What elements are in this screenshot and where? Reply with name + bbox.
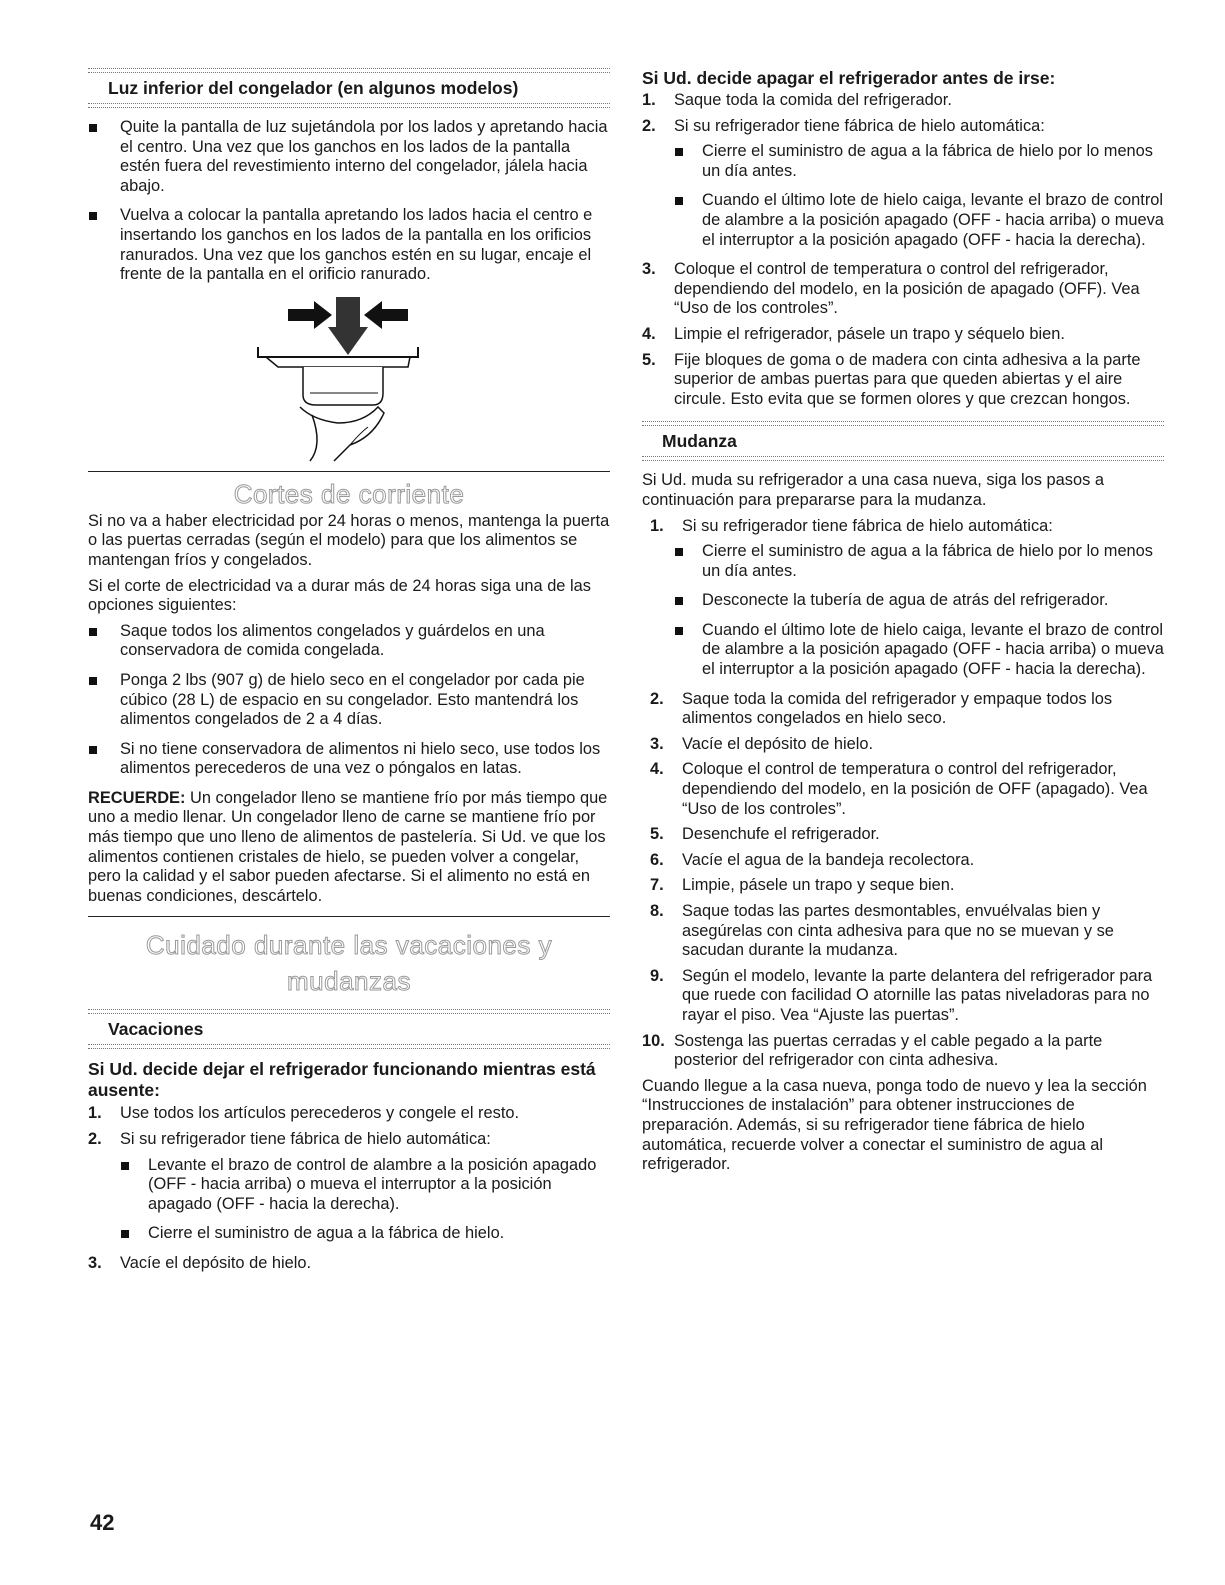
numbered-step: 6. Vacíe el agua de la bandeja recolectora. — [650, 850, 975, 869]
bullet-item: Cierre el suministro de agua a la fábrica de hielo por lo menos un día antes. — [674, 542, 1164, 581]
section-divider — [88, 471, 610, 472]
numbered-step: 1. Use todos los artículos perecederos y congele el resto. — [88, 1104, 520, 1123]
heading-funcionando: Si Ud. decide dejar el refrigerador funcionando mientras está ausente: — [88, 1059, 596, 1101]
numbered-step: 5. Desenchufe el refrigerador. — [650, 825, 880, 844]
numbered-step: 1. Si su refrigerador tiene fábrica de hielo automática: — [650, 516, 1053, 535]
numbered-step: 7. Limpie, pásele un trapo y seque bien. — [650, 876, 955, 895]
numbered-step: 2. Si su refrigerador tiene fábrica de hielo automática: — [88, 1130, 491, 1149]
recuerde-paragraph — [88, 789, 610, 907]
right-column — [642, 68, 1164, 1175]
sub-bullet-list — [88, 1156, 610, 1244]
paragraph: Si Ud. muda su refrigerador a una casa nueva, siga los pasos a continuación para prepararse para la mudanza. — [642, 471, 1104, 509]
bullet-item: Levante el brazo de control de alambre a la posición apagado (OFF - hacia arriba) o mueva el interruptor a la posición apagado (OFF - hacia la derecha). — [120, 1156, 610, 1215]
bullet-item: Desconecte la tubería de agua de atrás del refrigerador. — [674, 591, 1164, 611]
bullet-item: Si no tiene conservadora de alimentos ni hielo seco, use todos los alimentos perecederos de una vez o póngalos en latas. — [88, 740, 610, 779]
bullet-item: Quite la pantalla de luz sujetándola por los lados y apretando hacia el centro. Una vez que los ganchos en los lados de la pantalla estén fuera del revestimiento interno del congelador, jálela hacia abajo. — [88, 118, 610, 196]
bullet-item: Vuelva a colocar la pantalla apretando los lados hacia el centro e insertando los ganchos en los lados de la pantalla en los orificios ranurados. Una vez que los ganchos estén en su lugar, encaje el frente de la pantalla en el orificio ranurado. — [88, 206, 610, 284]
section-title-vacaciones: Vacaciones — [108, 1019, 204, 1040]
paragraph: Si el corte de electricidad va a durar más de 24 horas siga una de las opciones siguientes: — [88, 576, 591, 615]
paragraph: Si no va a haber electricidad por 24 horas o menos, mantenga la puerta o las puertas cerradas (según el modelo) para que los alimentos se mantengan fríos y congelados. — [88, 511, 610, 569]
numbered-step: 3. Coloque el control de temperatura o control del refrigerador, dependiendo del modelo, en la posición de apagado (OFF). Vea “Uso de los controles”. — [642, 260, 1140, 318]
recuerde-label: RECUERDE: — [88, 788, 186, 807]
bullet-item: Cierre el suministro de agua a la fábrica de hielo por lo menos un día antes. — [674, 142, 1164, 181]
arrow-left-icon — [364, 301, 408, 329]
arrow-right-icon — [288, 301, 332, 329]
numbered-step: 1. Saque toda la comida del refrigerador. — [642, 91, 952, 109]
heading-apagar: Si Ud. decide apagar el refrigerador antes de irse: — [642, 68, 1056, 88]
section-title-freezer-light: Luz inferior del congelador (en algunos modelos) — [108, 78, 519, 98]
recuerde-text: Un congelador lleno se mantiene frío por más tiempo que uno a medio llenar. Un congelador lleno de carne se mantiene frío por más tiempo que uno lleno de alimentos de pastelería. Si Ud. ve que los alimentos contienen cristales de hielo, se pueden volver a congelar, pero la calidad y el sabor pueden afectarse. Si el alimento no está en buenas condiciones, descártelo. — [88, 788, 608, 905]
numbered-step: 4. Limpie el refrigerador, pásele un trapo y séquelo bien. — [642, 324, 1065, 343]
bullet-item: Cuando el último lote de hielo caiga, levante el brazo de control de alambre a la posición apagado (OFF - hacia arriba) o mueva el interruptor a la posición apagado (OFF - hacia la derecha). — [674, 621, 1164, 680]
sub-bullet-list — [642, 542, 1164, 680]
numbered-step: 4. Coloque el control de temperatura o control del refrigerador, dependiendo del modelo, en la posición de OFF (apagado). Vea “Uso de los controles”. — [650, 760, 1148, 818]
bullet-item: Ponga 2 lbs (907 g) de hielo seco en el congelador por cada pie cúbico (28 L) de espacio en su congelador. Esto mantendrá los alimentos congelados de 2 a 4 días. — [88, 671, 610, 730]
light-shield-illustration — [88, 295, 610, 465]
numbered-step: 2. Si su refrigerador tiene fábrica de hielo automática: — [642, 116, 1045, 135]
numbered-step: 3. Vacíe el depósito de hielo. — [88, 1254, 312, 1272]
numbered-step: 5. Fije bloques de goma o de madera con cinta adhesiva a la parte superior de ambas puertas para que queden abiertas y el aire circule. Esto evita que se formen olores y que crezcan hongos. — [642, 350, 1141, 408]
numbered-step: 3. Vacíe el depósito de hielo. — [650, 734, 874, 753]
bullet-item: Cuando el último lote de hielo caiga, levante el brazo de control de alambre a la posición apagado (OFF - hacia arriba) o mueva el interruptor a la posición apagado (OFF - hacia la derecha). — [674, 191, 1164, 250]
section-title-cuidado-line1: Cuidado durante las vacaciones y — [145, 930, 553, 961]
bullet-item: Saque todos los alimentos congelados y guárdelos en una conservadora de comida congelada. — [88, 622, 610, 661]
numbered-step: 8. Saque todas las partes desmontables, envuélvalas bien y asegúrelas con cinta adhesiva para que no se muevan y se sacudan durante la mudanza. — [650, 902, 1114, 960]
arrow-down-icon — [328, 297, 368, 355]
paragraph: Cuando llegue a la casa nueva, ponga todo de nuevo y lea la sección “Instrucciones de instalación” para obtener instrucciones de preparación. Además, si su refrigerador tiene fábrica de hielo automática, recuerde volver a conectar el suministro de agua al refrigerador. — [642, 1076, 1147, 1174]
bullet-item: Cierre el suministro de agua a la fábrica de hielo. — [120, 1224, 610, 1244]
section-title-cortes: Cortes de corriente — [233, 478, 465, 509]
numbered-step: 10. Sostenga las puertas cerradas y el cable pegado a la parte posterior del refrigerador con cinta adhesiva. — [642, 1031, 1103, 1070]
left-column — [88, 68, 610, 1280]
section-title-mudanza: Mudanza — [662, 431, 737, 452]
sub-bullet-list — [642, 142, 1164, 250]
numbered-step: 9. Según el modelo, levante la parte delantera del refrigerador para que ruede con facilidad O atornille las patas niveladoras para no rayar el piso. Vea “Ajuste las puertas”. — [650, 966, 1153, 1024]
section-title-cuidado-line2: mudanzas — [287, 966, 411, 997]
numbered-step: 2. Saque toda la comida del refrigerador y empaque todos los alimentos congelados en hielo seco. — [650, 689, 1113, 728]
page-number: 42 — [90, 1510, 115, 1535]
